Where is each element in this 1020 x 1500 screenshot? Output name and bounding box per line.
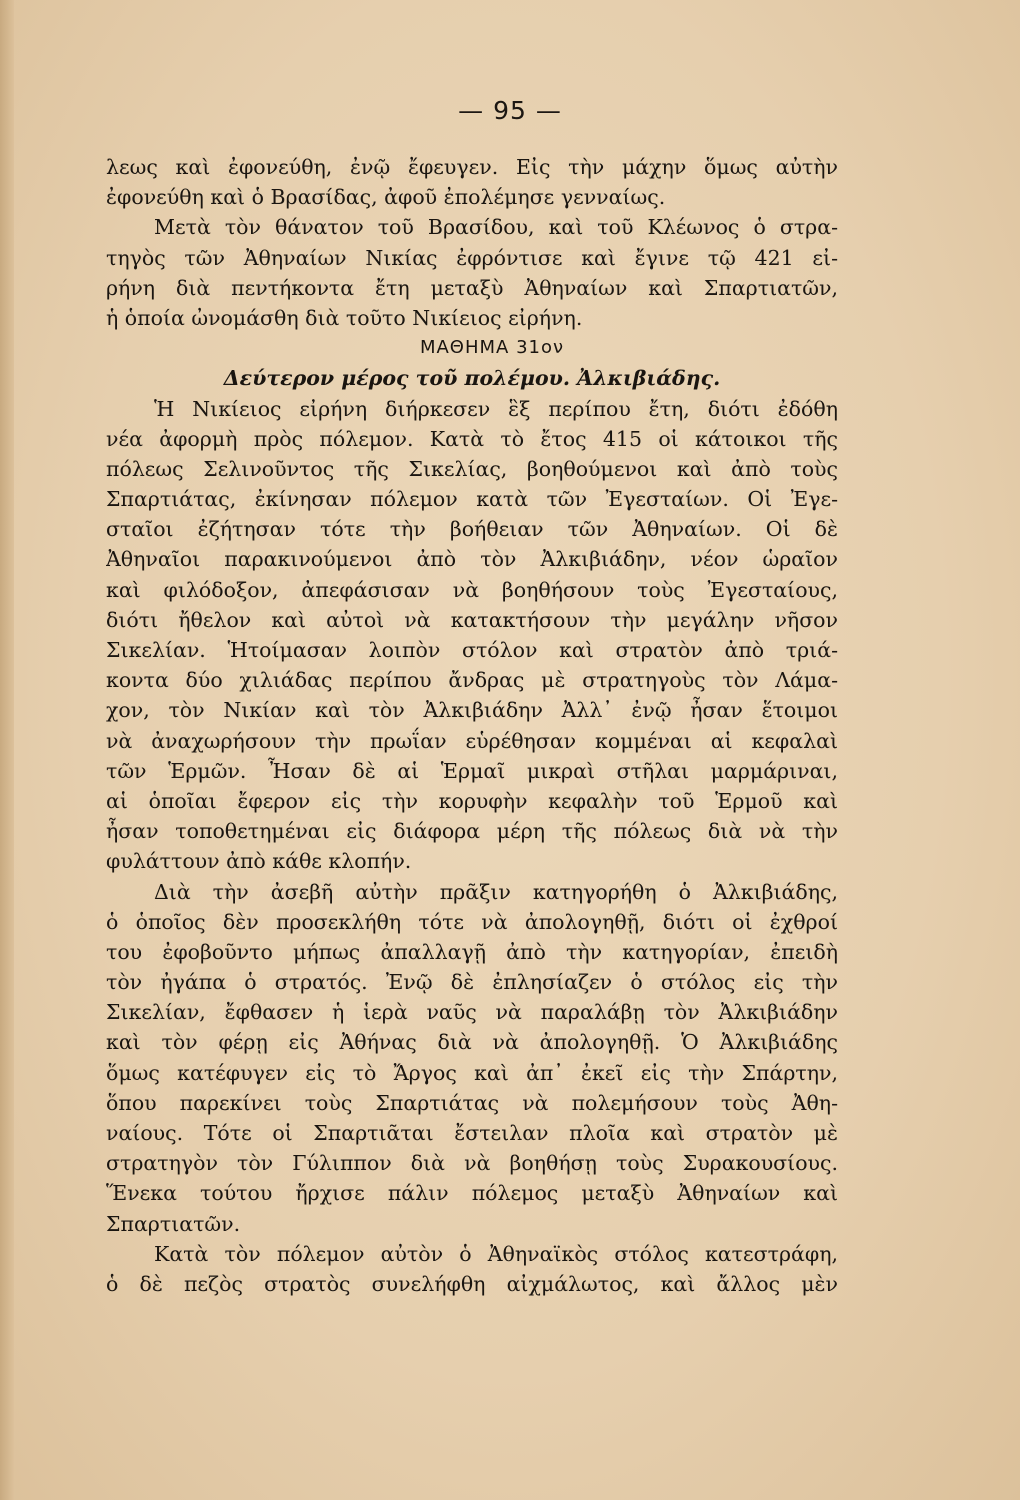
text-line: νέα ἀφορμὴ πρὸς πόλεμον. Κατὰ τὸ ἔτος 415 οἱ κάτοικοι τῆς [106,426,838,451]
paragraph-first-line: Μετὰ τὸν θάνατον τοῦ Βρασίδου, καὶ τοῦ Κλέωνος ὁ στρα- [154,215,838,240]
text-line: Σικελίαν, ἔφθασεν ἡ ἱερὰ ναῦς νὰ παραλάβῃ τὸν Ἀλκιβιάδην [106,1000,838,1025]
text-line: Σικελίαν. Ἡτοίμασαν λοιπὸν στόλον καὶ στρατὸν ἀπὸ τριά- [106,638,838,662]
text-line: ὁ δὲ πεζὸς στρατὸς συνελήφθη αἰχμάλωτος, καὶ ἄλλος μὲν [106,1271,838,1296]
text-line: πόλεως Σελινοῦντος τῆς Σικελίας, βοηθούμενοι καὶ ἀπὸ τοὺς [106,456,838,481]
page-number: — 95 — [458,96,562,125]
page-spine-shadow [0,0,14,1500]
text-line: αἱ ὁποῖαι ἔφερον εἰς τὴν κορυφὴν κεφαλὴν τοῦ Ἑρμοῦ καὶ [106,788,838,813]
text-line: ὅπου παρεκίνει τοὺς Σπαρτιάτας νὰ πολεμήσουν τοὺς Ἀθη- [106,1090,838,1115]
text-line: τὸν ἠγάπα ὁ στρατός. Ἐνῷ δὲ ἐπλησίαζεν ὁ στόλος εἰς τὴν [106,970,838,995]
text-line: χον, τὸν Νικίαν καὶ τὸν Ἀλκιβιάδην Ἀλλ᾽ ἐνῷ ἦσαν ἕτοιμοι [106,698,838,723]
text-line: στρατηγὸν τὸν Γύλιππον διὰ νὰ βοηθήσῃ τοὺς Συρακουσίους. [106,1151,838,1176]
text-line: Ἕνεκα τούτου ἤρχισε πάλιν πόλεμος μεταξὺ Ἀθηναίων καὶ [106,1181,838,1206]
paragraph-last-line: ἡ ὁποία ὠνομάσθη διὰ τοῦτο Νικίειος εἰρήνη. [106,305,583,330]
text-line: ἦσαν τοποθετημέναι εἰς διάφορα μέρη τῆς πόλεως διὰ νὰ τὴν [106,819,838,844]
paragraph-last-line: Σπαρτιατῶν. [106,1211,241,1236]
lesson-heading: ΜΑΘΗΜΑ 31ον [419,337,565,359]
section-subheading: Δεύτερον μέρος τοῦ πολέμου. Ἀλκιβιάδης. [223,366,721,391]
paragraph-last-line: ἐφονεύθη καὶ ὁ Βρασίδας, ἀφοῦ ἐπολέμησε γενναίως. [106,185,666,210]
text-line: ρήνη διὰ πεντήκοντα ἔτη μεταξὺ Ἀθηναίων καὶ Σπαρτιατῶν, [106,275,838,300]
text-line: σταῖοι ἐζήτησαν τότε τὴν βοήθειαν τῶν Ἀθηναίων. Οἱ δὲ [106,517,838,542]
paragraph-last-line: φυλάττουν ἀπὸ κάθε κλοπήν. [106,849,412,874]
paragraph-first-line: Κατὰ τὸν πόλεμον αὐτὸν ὁ Ἀθηναϊκὸς στόλος κατεστράφη, [154,1241,838,1266]
page-text-block [106,152,838,1299]
paragraph-first-line: Διὰ τὴν ἀσεβῆ αὐτὴν πρᾶξιν κατηγορήθη ὁ Ἀλκιβιάδης, [154,879,838,904]
text-line: Ἀθηναῖοι παρακινούμενοι ἀπὸ τὸν Ἀλκιβιάδην, νέον ὡραῖον [106,547,838,572]
text-line: ὅμως κατέφυγεν εἰς τὸ Ἄργος καὶ ἀπ᾽ ἐκεῖ εἰς τὴν Σπάρτην, [106,1060,838,1085]
text-line: Σπαρτιάτας, ἐκίνησαν πόλεμον κατὰ τῶν Ἐγεσταίων. Οἱ Ἐγε- [106,487,838,512]
text-line: νὰ ἀναχωρήσουν τὴν πρωΐαν εὑρέθησαν κομμέναι αἱ κεφαλαὶ [106,728,838,753]
text-line: τηγὸς τῶν Ἀθηναίων Νικίας ἐφρόντισε καὶ ἔγινε τῷ 421 εἰ- [106,245,838,270]
text-line: ὁ ὁποῖος δὲν προσεκλήθη τότε νὰ ἀπολογηθῇ, διότι οἱ ἐχθροί [106,909,838,934]
text-line: καὶ τὸν φέρῃ εἰς Ἀθήνας διὰ νὰ ἀπολογηθῇ. Ὁ Ἀλκιβιάδης [106,1030,838,1055]
paragraph-first-line: Ἡ Νικίειος εἰρήνη διήρκεσεν ἓξ περίπου ἔτη, διότι ἐδόθη [154,396,838,421]
text-line: λεως καὶ ἐφονεύθη, ἐνῷ ἔφευγεν. Εἰς τὴν μάχην ὅμως αὐτὴν [106,155,838,179]
text-line: καὶ φιλόδοξον, ἀπεφάσισαν νὰ βοηθήσουν τοὺς Ἐγεσταίους, [106,577,838,602]
text-line: του ἐφοβοῦντο μήπως ἀπαλλαγῇ ἀπὸ τὴν κατηγορίαν, ἐπειδὴ [106,939,838,964]
text-line: διότι ἤθελον καὶ αὐτοὶ νὰ κατακτήσουν τὴν μεγάλην νῆσον [106,607,838,632]
text-line: κοντα δύο χιλιάδας περίπου ἄνδρας μὲ στρατηγοὺς τὸν Λάμα- [106,668,838,693]
text-line: τῶν Ἑρμῶν. Ἦσαν δὲ αἱ Ἑρμαῖ μικραὶ στῆλαι μαρμάριναι, [106,758,838,783]
text-line: ναίους. Τότε οἱ Σπαρτιᾶται ἔστειλαν πλοῖα καὶ στρατὸν μὲ [106,1121,838,1145]
